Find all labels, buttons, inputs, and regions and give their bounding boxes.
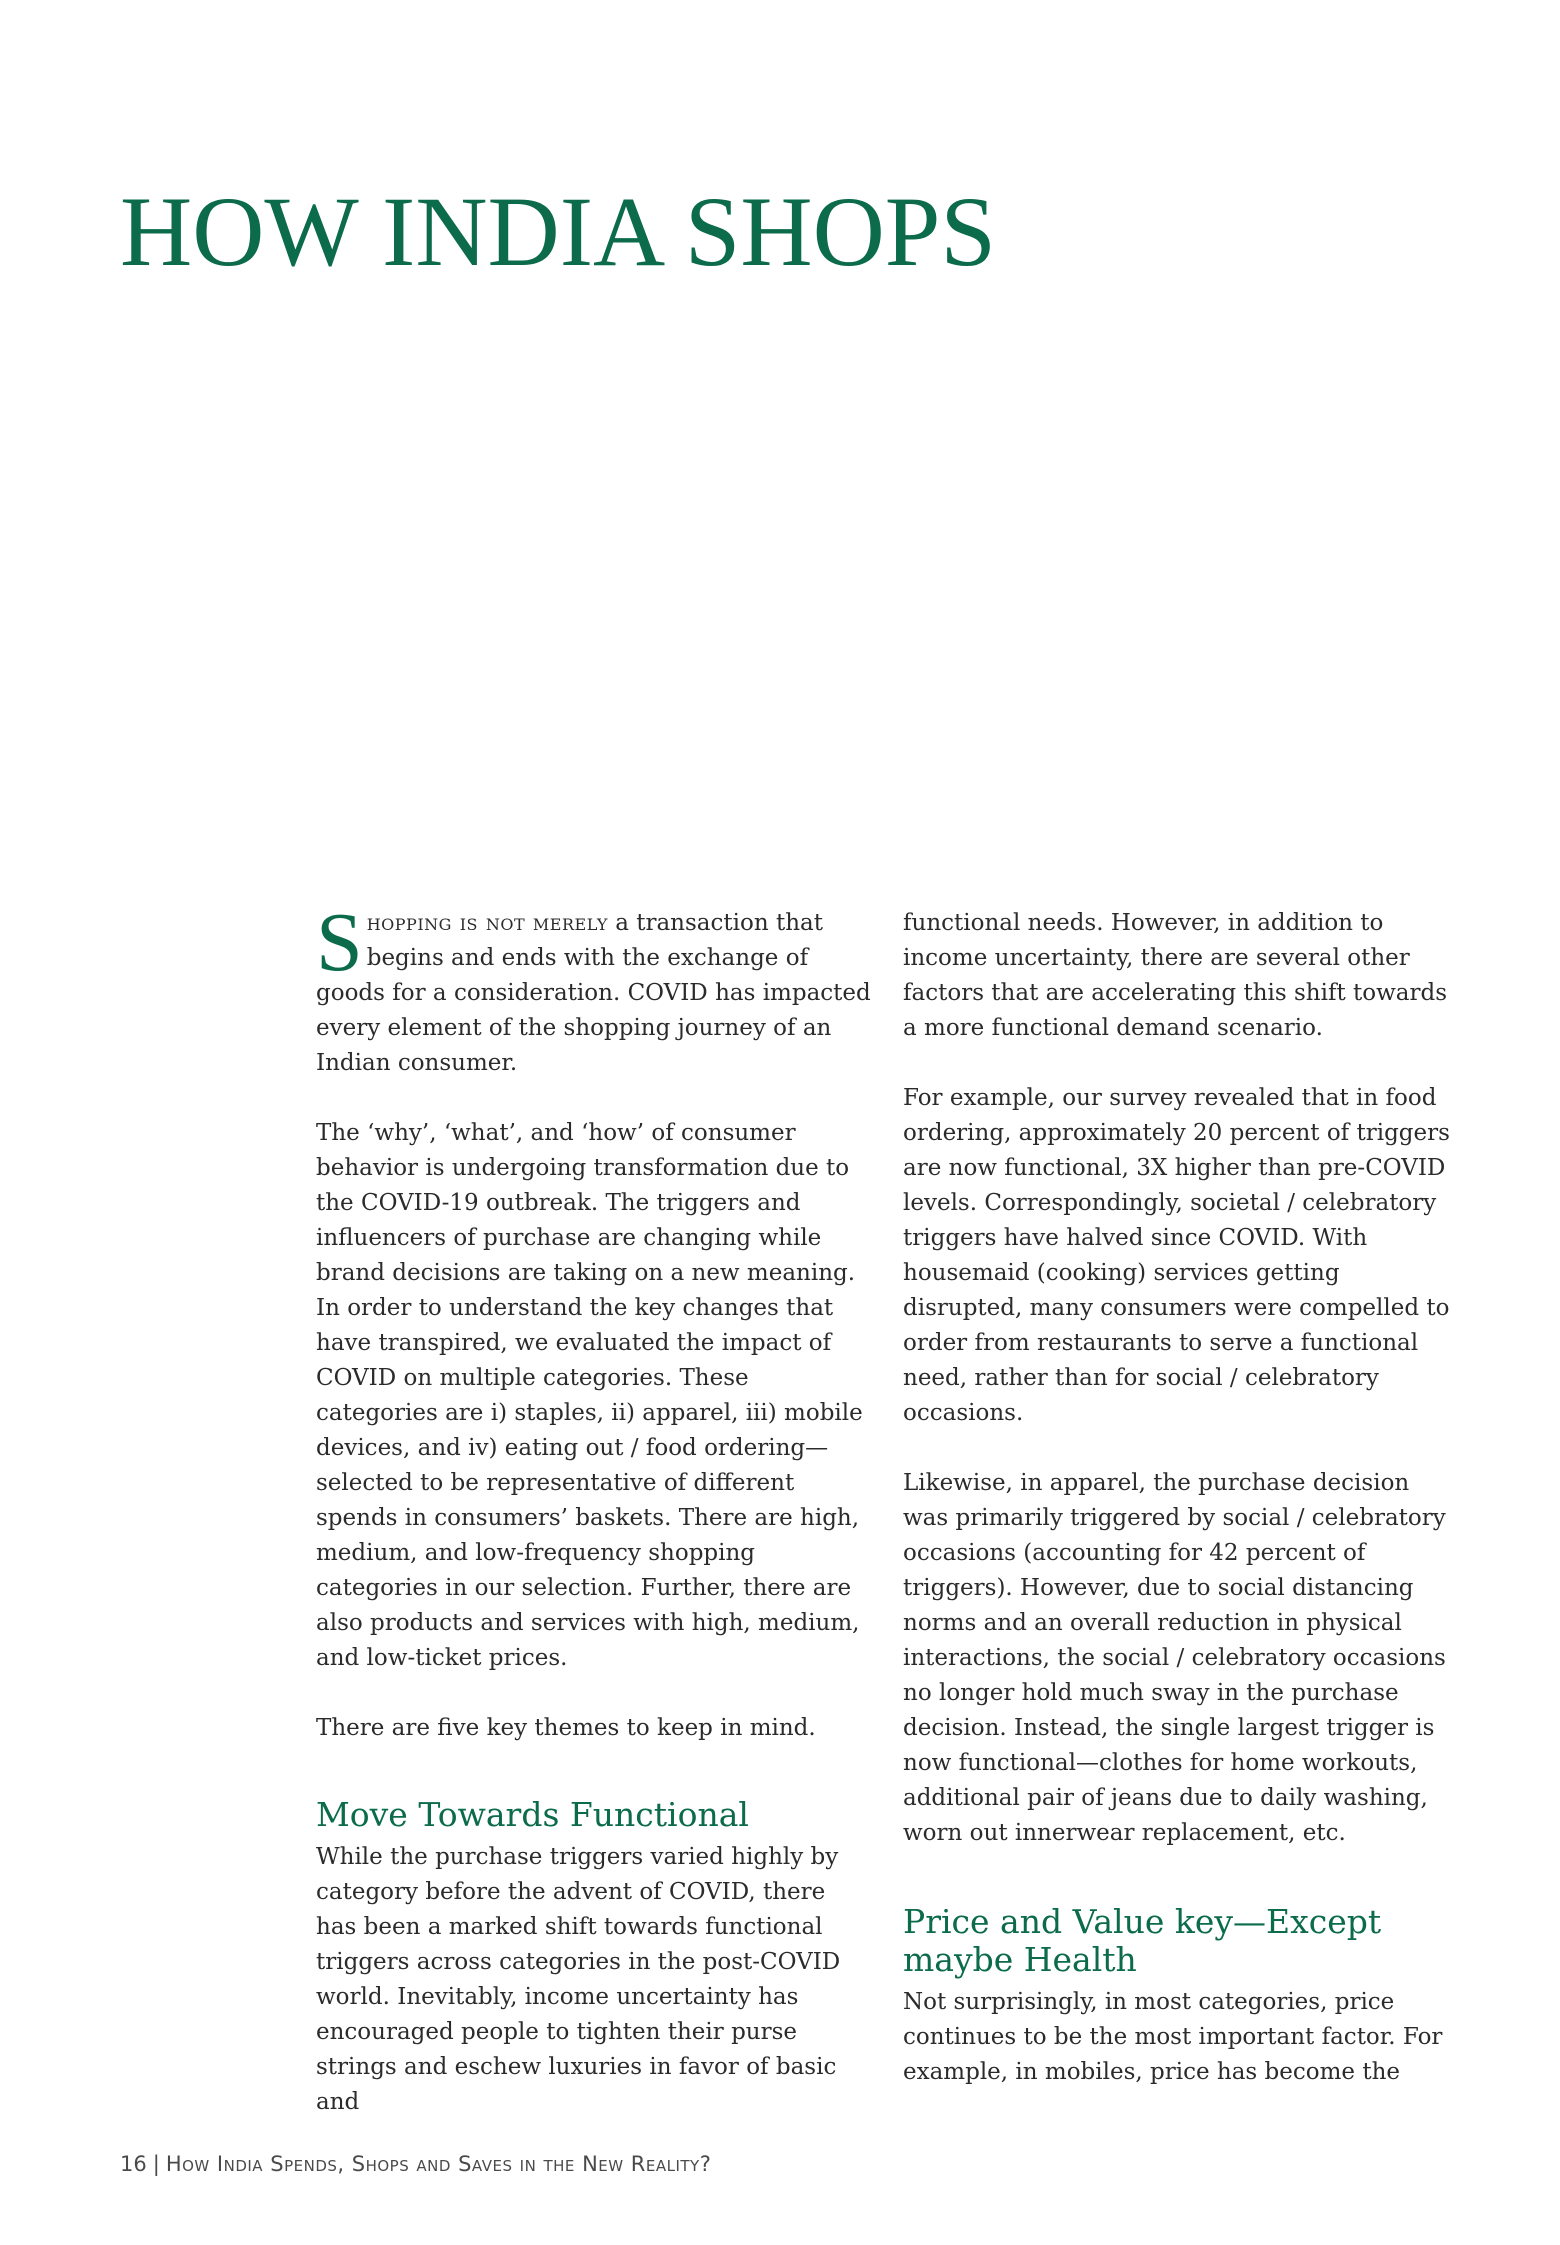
body-paragraph: Not surprisingly, in most categories, price continues to be the most important factor. For example, in mobiles, price has become the — [903, 1989, 1443, 2085]
footer-separator: | — [152, 2152, 160, 2176]
publication-title: How India Spends, Shops and Saves in the New Reality? — [165, 2152, 712, 2176]
body-paragraph: functional needs. However, in addition to income uncertainty, there are several other factors that are accelerating this shift towards a more functional demand scenario. — [903, 910, 1448, 1041]
drop-cap: S — [316, 896, 363, 989]
section-heading-move-towards-functional: Move Towards Functional — [316, 1795, 749, 1834]
page-number: 16 — [120, 2152, 147, 2176]
body-paragraph: For example, our survey revealed that in food ordering, approximately 20 percent of triggers are now functional, 3X higher than pre-COVID levels. Correspondingly, societal / celebratory triggers have halved since COVID. With housemaid (cooking) services getting disrupted, many consumers were compelled to order from restaurants to serve a functional need, rather than for social / celebratory occasions. — [903, 1085, 1450, 1426]
left-column — [316, 896, 871, 2155]
body-paragraph: The ‘why’, ‘what’, and ‘how’ of consumer behavior is undergoing transformation due to the COVID-19 outbreak. The triggers and influencers of purchase are changing while brand decisions are taking on a new meaning. In order to understand the key changes that have transpired, we evaluated the impact of COVID on multiple categories. These categories are i) staples, ii) apparel, iii) mobile devices, and iv) eating out / food ordering—selected to be representative of different spends in consumers’ baskets. There are high, medium, and low-frequency shopping categories in our selection. Further, there are also products and services with high, medium, and low-ticket prices. — [316, 1120, 863, 1671]
page-title: HOW INDIA SHOPS — [120, 176, 997, 287]
body-paragraph: While the purchase triggers varied highly by category before the advent of COVID, there has been a marked shift towards functional triggers across categories in the post-COVID world. Inevitably, income uncertainty has encouraged people to tighten their purse strings and eschew luxuries in favor of basic and — [316, 1844, 841, 2115]
right-column — [903, 906, 1458, 2125]
body-paragraph: Likewise, in apparel, the purchase decision was primarily triggered by social / celebratory occasions (accounting for 42 percent of triggers). However, due to social distancing norms and an overall reduction in physical interactions, the social / celebratory occasions no longer hold much sway in the purchase decision. Instead, the single largest trigger is now functional—clothes for home workouts, additional pair of jeans due to daily washing, worn out innerwear replacement, etc. — [903, 1470, 1446, 1846]
intro-paragraph — [316, 896, 871, 1081]
intro-text: a transaction that begins and ends with the exchange of goods for a consideration. COVID has impacted every element of the shopping journey of an Indian consumer. — [316, 910, 871, 1076]
intro-lead-in: hopping is not merely — [366, 910, 608, 936]
section-heading-price-and-value: Price and Value key—Except maybe Health — [903, 1902, 1382, 1979]
page-footer — [120, 2150, 711, 2178]
body-paragraph: There are five key themes to keep in mind. — [316, 1715, 816, 1741]
